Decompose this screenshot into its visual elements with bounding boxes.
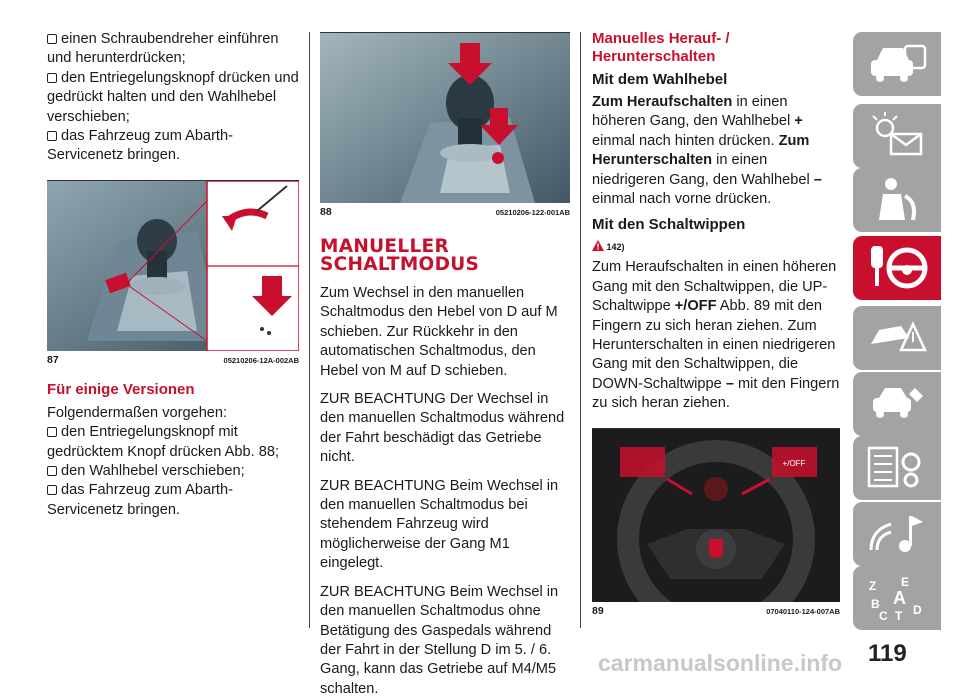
list-gears-icon <box>865 444 929 492</box>
figure-number: 89 <box>592 604 604 617</box>
svg-text:D: D <box>913 603 922 617</box>
section-heading: Für einige Versionen <box>47 380 195 398</box>
tab-maintenance[interactable] <box>853 372 941 436</box>
checkbox-bullet-icon <box>47 485 57 495</box>
column-divider <box>580 32 581 628</box>
paragraph: Zum Wechsel in den manuellen Schaltmodus den Hebel von D auf M schieben. Zur Rückkehr in den automatischen Schaltmodus, den Hebel von M auf D schieben. <box>320 285 558 379</box>
note-paragraph: ZUR BEACHTUNG Der Wechsel in den manuellen Schaltmodus während der Fahrt beschädigt das Getriebe nicht. <box>320 391 565 466</box>
checkbox-bullet-icon <box>47 131 57 141</box>
paragraph: Zum Heraufschalten in einen höheren Gang mit den Schaltwippen, die UP-Schaltwippe +/OFF Abb. 89 mit den Fingern zu sich heran ziehen. Zum Herunterschalten in einen niedrigeren Gang mit den Schaltwippen, die DOWN-Schaltwippe – mit den Fingern zu sich heran ziehen. <box>592 259 840 412</box>
seatbelt-person-icon <box>865 176 929 224</box>
tab-safety[interactable] <box>853 168 941 232</box>
subheading: Mit dem Wahlhebel <box>592 71 728 88</box>
tab-emergency[interactable] <box>853 306 941 370</box>
note-paragraph: ZUR BEACHTUNG Beim Wechsel in den manuellen Schaltmodus bei stehendem Fahrzeug wird möglicherweise der Gang M1 eingelegt. <box>320 477 559 572</box>
figure-89-caption <box>592 605 840 617</box>
checkbox-bullet-icon <box>47 34 57 44</box>
column-divider <box>309 32 310 628</box>
checkbox-bullet-icon <box>47 427 57 437</box>
figure-number: 88 <box>320 206 332 218</box>
checkbox-bullet-icon <box>47 466 57 476</box>
figure-88-caption <box>320 206 570 218</box>
warning-triangle-icon <box>592 240 604 251</box>
subheading: Mit den Schaltwippen <box>592 216 746 234</box>
page-number: 119 <box>868 640 907 667</box>
bullet-item: einen Schraubendreher einführen und herunterdrücken; <box>47 31 279 67</box>
svg-text:E: E <box>901 575 910 589</box>
column-2 <box>320 30 570 699</box>
warning-reference: 142) <box>592 240 840 252</box>
bullet-item: den Entriegelungsknopf mit gedrücktem Knopf drücken Abb. 88; <box>47 424 280 460</box>
lamp-envelope-icon <box>865 112 929 160</box>
tab-index[interactable] <box>853 566 941 630</box>
tab-dashboard[interactable] <box>853 32 941 96</box>
watermark: carmanualsonline.info <box>598 650 843 676</box>
bullet-item: das Fahrzeug zum Abarth-Servicenetz bringen. <box>47 128 233 164</box>
tab-warning-lights[interactable] <box>853 104 941 168</box>
figure-89-image <box>592 428 840 602</box>
svg-text:Z: Z <box>869 579 877 593</box>
figure-number: 87 <box>47 353 59 366</box>
figure-87-caption <box>47 354 299 366</box>
note-paragraph: ZUR BEACHTUNG Beim Wechsel in den manuellen Schaltmodus ohne Betätigung des Gaspedals während der Fahrt in der Stellung D im 5. / 6. Gang, kann das Getriebe auf M4/M5 schalten. <box>320 583 559 697</box>
figure-code: 05210206-122-001AB <box>495 208 570 217</box>
alphabet-index-icon <box>865 574 929 622</box>
figure-code: 07040110-124-007AB <box>766 606 840 616</box>
column-3 <box>592 30 840 617</box>
paragraph: Zum Heraufschalten in einen höheren Gang, den Wahlhebel + einmal nach hinten drücken. Zum Herunterschalten in einen niedrigeren Gang, den Wahlhebel – einmal nach vorne drücken. <box>592 94 822 208</box>
figure-87-image <box>47 180 299 351</box>
car-service-icon <box>865 380 929 428</box>
car-icon <box>865 40 929 88</box>
tab-starting-driving[interactable] <box>853 236 941 300</box>
svg-text:C: C <box>879 609 888 622</box>
tab-technical-data[interactable] <box>853 436 941 500</box>
chapter-heading: MANUELLER SCHALTMODUS <box>320 236 480 275</box>
tab-multimedia[interactable] <box>853 502 941 566</box>
svg-text:A: A <box>893 588 906 608</box>
bullet-item: den Wahlhebel verschieben; <box>47 462 299 481</box>
bullet-item: den Entriegelungsknopf drücken und gedrückt halten und den Wahlhebel verschieben; <box>47 69 299 125</box>
steering-wheel-illustration <box>592 429 840 602</box>
music-signal-icon <box>865 510 929 558</box>
gear-lever-illustration <box>47 181 299 351</box>
bullet-item: das Fahrzeug zum Abarth-Servicenetz bringen. <box>47 482 233 518</box>
checkbox-bullet-icon <box>47 73 57 83</box>
figure-88-image <box>320 32 570 203</box>
column-1 <box>47 30 299 520</box>
svg-text:T: T <box>895 609 903 622</box>
paddle-label: +/OFF <box>782 458 806 468</box>
svg-text:B: B <box>871 597 880 611</box>
key-steering-wheel-icon <box>865 244 929 292</box>
section-heading: Manuelles Herauf- / Herunterschalten <box>592 30 730 65</box>
intro-text: Folgendermaßen vorgehen: <box>47 404 228 421</box>
car-breakdown-icon <box>865 314 929 362</box>
figure-code: 05210206-12A-002AB <box>223 355 299 365</box>
gear-selector-illustration <box>320 33 570 203</box>
